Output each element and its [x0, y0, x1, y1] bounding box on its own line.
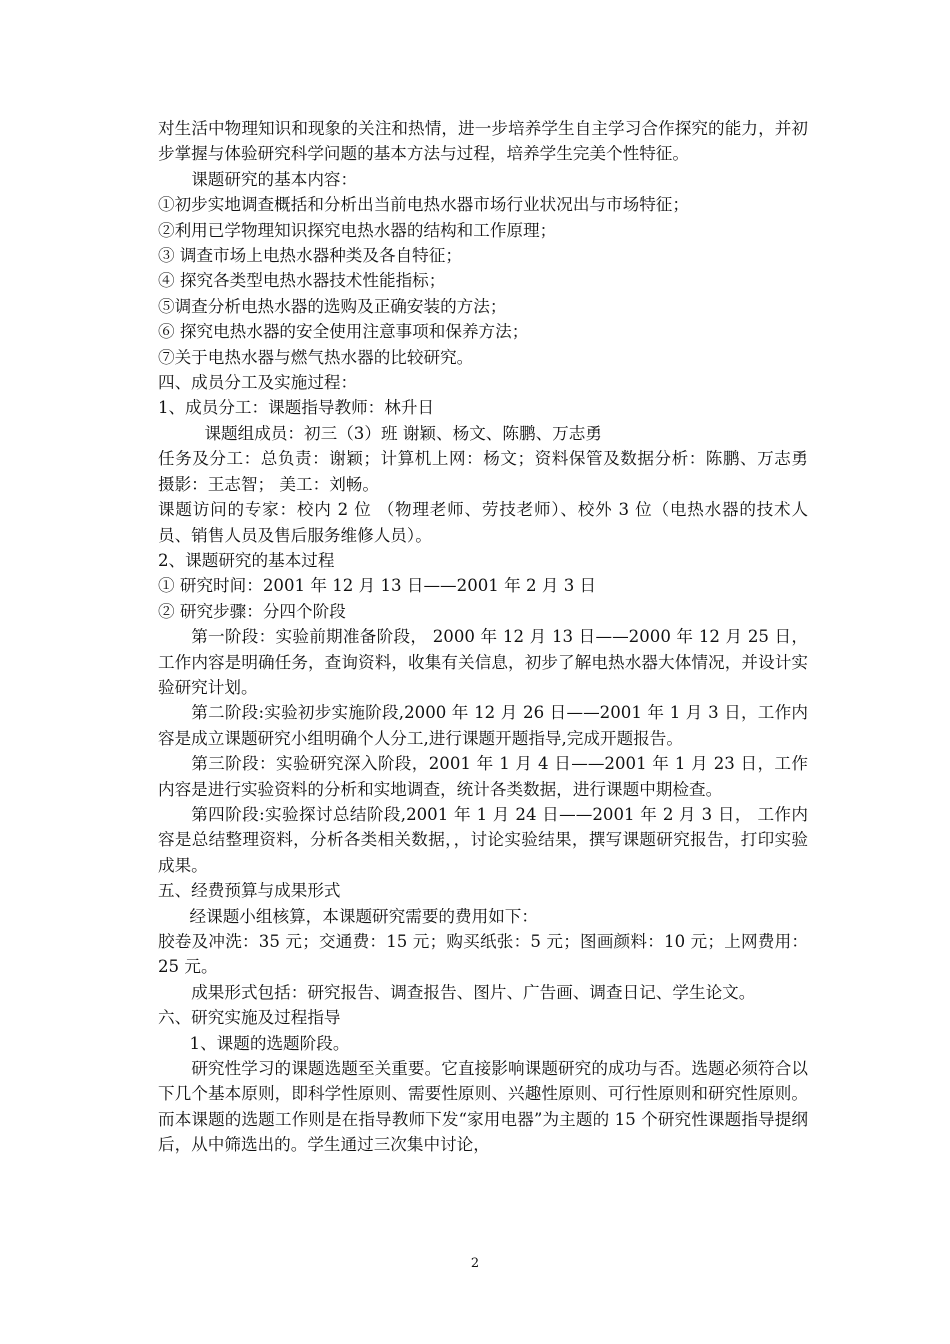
paragraph: 课题组成员：初三（3）班 谢颖、杨文、陈鹏、万志勇 — [204, 423, 602, 443]
paragraph: 六、研究实施及过程指导 — [158, 1008, 341, 1028]
paragraph: 第三阶段：实验研究深入阶段，2001 年 1 月 4 日——2001 年 1 月 23 日，工作内容是进行实验资料的分析和实地调查，统计各类数据，进行课题中期检查。 — [158, 754, 808, 799]
paragraph: 2、课题研究的基本过程 — [158, 550, 335, 570]
paragraph: 任务及分工：总负责：谢颖；计算机上网：杨文；资料保管及数据分析：陈鹏、万志勇 摄影：王志智； 美工：刘畅。 — [158, 449, 808, 494]
paragraph: 第一阶段：实验前期准备阶段， 2000 年 12 月 13 日——2000 年 12 月 25 日， 工作内容是明确任务，查询资料，收集有关信息，初步了解电热水器大体情况，并设计实验研究计划。 — [158, 627, 808, 697]
paragraph: ⑥ 探究电热水器的安全使用注意事项和保养方法； — [158, 322, 529, 342]
paragraph: 课题访问的专家：校内 2 位 （物理老师、劳技老师）、校外 3 位（电热水器的技术人员、销售人员及售后服务维修人员）。 — [158, 500, 808, 545]
paragraph: ①初步实地调查概括和分析出当前电热水器市场行业状况出与市场特征； — [158, 195, 689, 215]
paragraph: 1、成员分工：课题指导教师：林升日 — [158, 398, 435, 418]
paragraph: ① 研究时间：2001 年 12 月 13 日——2001 年 2 月 3 日 — [158, 576, 597, 596]
paragraph: 胶卷及冲洗：35 元；交通费：15 元；购买纸张：5 元；图画颜料：10 元；上网费用：25 元。 — [158, 932, 808, 977]
paragraph: 课题研究的基本内容： — [191, 169, 358, 189]
paragraph: 五、经费预算与成果形式 — [158, 881, 341, 901]
paragraph: ② 研究步骤：分四个阶段 — [158, 601, 346, 621]
paragraph: 1、课题的选题阶段。 — [189, 1033, 350, 1053]
paragraph: ⑤调查分析电热水器的选购及正确安装的方法； — [158, 296, 507, 316]
paragraph: 成果形式包括：研究报告、调查报告、图片、广告画、调查日记、学生论文。 — [191, 982, 756, 1002]
paragraph: 第二阶段:实验初步实施阶段,2000 年 12 月 26 日——2001 年 1 月 3 日，工作内容是成立课题研究小组明确个人分工,进行课题开题指导,完成开题报告。 — [158, 703, 808, 748]
paragraph: ⑦关于电热水器与燃气热水器的比较研究。 — [158, 347, 474, 367]
paragraph: ④ 探究各类型电热水器技术性能指标； — [158, 271, 446, 291]
paragraph: 第四阶段:实验探讨总结阶段,2001 年 1 月 24 日——2001 年 2 月 3 日， 工作内容是总结整理资料，分析各类相关数据，，讨论实验结果，撰写课题研究报告，打印实验成果。 — [158, 804, 808, 875]
body-text — [158, 116, 808, 1158]
paragraph: ②利用已学物理知识探究电热水器的结构和工作原理； — [158, 220, 557, 240]
paragraph: ③ 调查市场上电热水器种类及各自特征； — [158, 246, 462, 266]
paragraph: 对生活中物理知识和现象的关注和热情，进一步培养学生自主学习合作探究的能力，并初步掌握与体验研究科学问题的基本方法与过程，培养学生完美个性特征。 — [158, 119, 808, 164]
paragraph: 四、成员分工及实施过程： — [158, 373, 358, 393]
paragraph: 研究性学习的课题选题至关重要。它直接影响课题研究的成功与否。选题必须符合以下几个基本原则，即科学性原则、需要性原则、兴趣性原则、可行性原则和研究性原则。而本课题的选题工作则是在指导教师下发“家用电器”为主题的 15 个研究性课题指导提纲后，从中筛选出的。学生通过三次集中讨论， — [158, 1059, 808, 1155]
paragraph: 经课题小组核算，本课题研究需要的费用如下： — [189, 906, 538, 926]
page-number: 2 — [470, 1256, 480, 1271]
